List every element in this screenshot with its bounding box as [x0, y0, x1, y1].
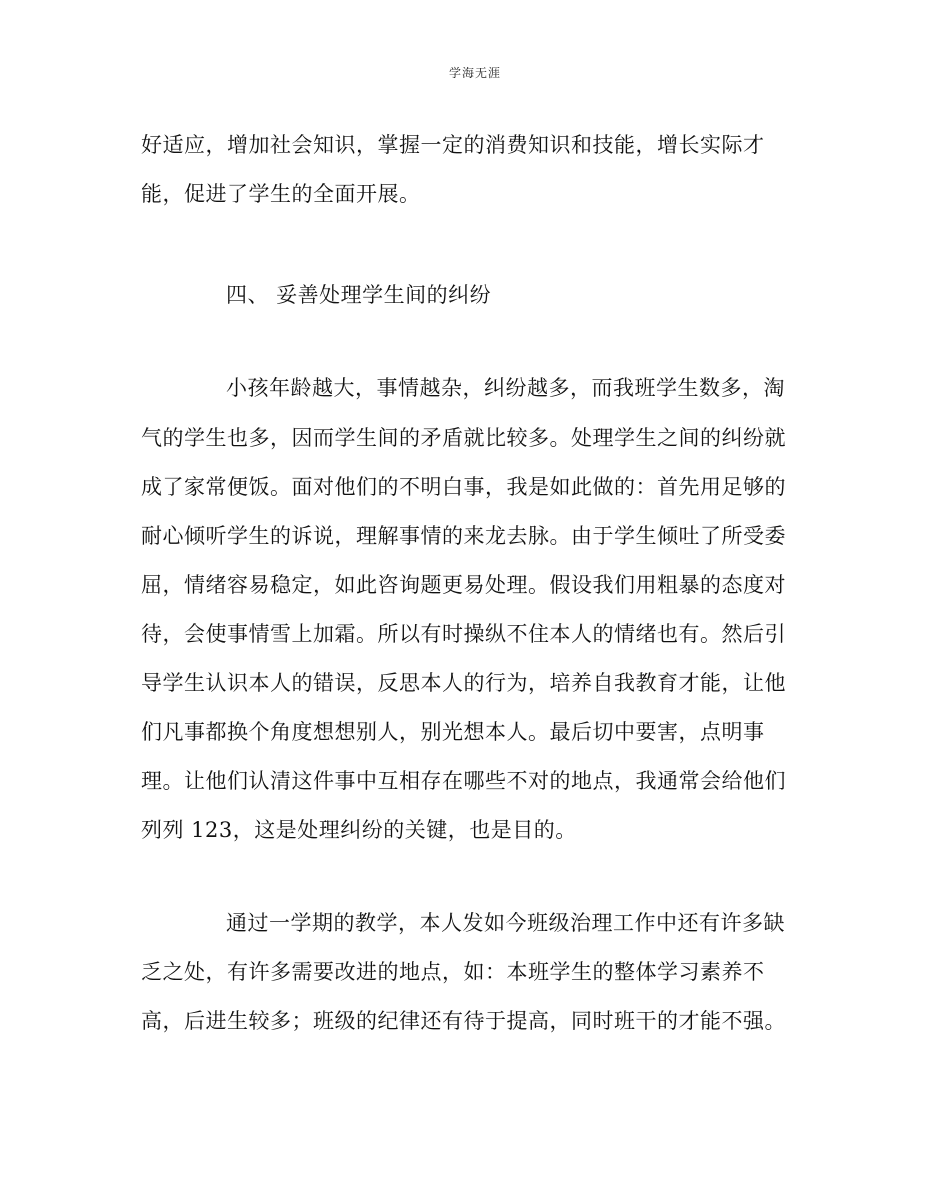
page-header: 学海无涯 [448, 66, 501, 80]
paragraph-3-line-2: 乏之处，有许多需要改进的地点，如：本班学生的整体学习素养不 [141, 960, 765, 984]
paragraph-2-line-7: 导学生认识本人的错误，反思本人的行为，培养自我教育才能，让他 [141, 671, 786, 695]
paragraph-2-line-3: 成了家常便饭。面对他们的不明白事，我是如此做的：首先用足够的 [141, 475, 786, 499]
paragraph-2-line-8: 们凡事都换个角度想想别人，别光想本人。最后切中要害，点明事 [141, 720, 765, 744]
paragraph-2-line-1: 小孩年龄越大，事情越杂，纠纷越多，而我班学生数多，淘 [226, 376, 785, 400]
paragraph-1-line-2: 能，促进了学生的全面开展。 [141, 182, 421, 206]
paragraph-3-line-3: 高，后进生较多；班级的纪律还有待于提高，同时班干的才能不强。 [141, 1009, 786, 1033]
paragraph-2-line-9: 理。让他们认清这件事中互相存在哪些不对的地点，我通常会给他们 [141, 769, 786, 793]
paragraph-2-line-2: 气的学生也多，因而学生间的矛盾就比较多。处理学生之间的纠纷就 [141, 426, 786, 450]
paragraph-2-line-5: 屈，情绪容易稳定，如此咨询题更易处理。假设我们用粗暴的态度对 [141, 573, 786, 597]
section-heading: 四、 妥善处理学生间的纠纷 [226, 283, 492, 307]
paragraph-2-line-10: 列列 123，这是处理纠纷的关键，也是目的。 [141, 818, 577, 842]
paragraph-1-line-1: 好适应，增加社会知识，掌握一定的消费知识和技能，增长实际才 [141, 133, 765, 157]
paragraph-2-line-6: 待，会使事情雪上加霜。所以有时操纵不住本人的情绪也有。然后引 [141, 622, 786, 646]
paragraph-3-line-1: 通过一学期的教学，本人发如今班级治理工作中还有许多缺 [226, 911, 785, 935]
paragraph-2-line-4: 耐心倾听学生的诉说，理解事情的来龙去脉。由于学生倾吐了所受委 [141, 524, 786, 548]
